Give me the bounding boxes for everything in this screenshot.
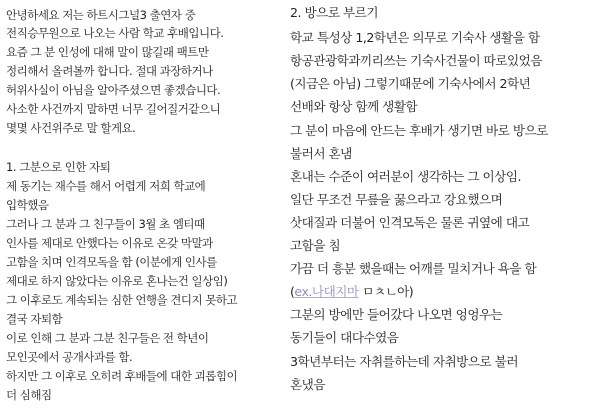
intro-line: 몇몇 사건위주로 말 할게요.: [6, 121, 136, 135]
section-1-line: 그러나 그 분과 그 친구들이 3월 초 엠티때: [6, 217, 205, 231]
example-rest: ㅁㅊㄴ아): [358, 284, 414, 299]
intro-line: 사소한 사건까지 말하면 너무 길어질거같으니: [6, 102, 221, 116]
section-2-line: 3학년부터는 자취를하는데 자취방으로 불러: [290, 354, 519, 369]
section-1-line: 고함을 치며 인격모독을 함 (이분에게 인사를: [6, 255, 217, 269]
section-2-line: 그분의 방에만 들어갔다 나오면 엉엉우는: [290, 307, 503, 322]
section-2-title: 2. 방으로 부르기: [290, 5, 379, 20]
section-2-line: 항공관광학과끼리쓰는 기숙사건물이 따로있었음: [290, 53, 542, 68]
intro-line: 정리해서 올려볼까 합니다. 절대 과장하거나: [6, 64, 213, 78]
section-2-line: 그 분이 마음에 안드는 후배가 생기면 바로 방으로: [290, 123, 548, 138]
section-1-line: 제 동기는 재수를 해서 어렵게 저희 학교에: [6, 179, 206, 193]
section-1-line: 인사를 제대로 안했다는 이유로 온갖 막말과: [6, 236, 213, 250]
section-2-line: 삿대질과 더불어 인격모독은 물론 귀옆에 대고: [290, 215, 530, 230]
section-1-line: 그 이후로도 계속되는 심한 언행을 견디지 못하고: [6, 293, 238, 307]
section-2-line: 혼내는 수준이 여러분이 생각하는 그 이상임.: [290, 169, 521, 184]
section-2-line: 동기들이 대다수였음: [290, 330, 399, 345]
section-2-line: 불러서 혼냄: [290, 146, 352, 161]
section-2-line: 혼냈음: [290, 377, 325, 392]
section-1-line: 모인곳에서 공개사과를 함.: [6, 350, 133, 364]
intro-line: 전직승무원으로 나오는 사람 학교 후배입니다.: [6, 26, 224, 40]
section-2-line: 선배와 항상 함께 생활함: [290, 99, 418, 114]
intro-line: 허위사실이 아님을 알아주셨으면 좋겠습니다.: [6, 83, 221, 97]
example-line: [290, 282, 413, 302]
section-1-line: 하지만 그 이후로 오히려 후배들에 대한 괴롭힘이: [6, 369, 238, 383]
example-highlight: ex.나대지마: [294, 284, 359, 299]
section-1-title: 1. 그분으로 인한 자퇴: [6, 160, 111, 174]
section-2-line: (지금은 아님) 그렇기때문에 기숙사에서 2학년: [290, 76, 531, 91]
section-2-line: 일단 무조건 무릎을 꿇으라고 강요했으며: [290, 192, 503, 207]
intro-line: 안녕하세요 저는 하트시그널3 출연자 중: [6, 8, 196, 22]
section-1-line: 이로 인해 그 분과 그분 친구들은 전 학년이: [6, 331, 209, 345]
section-2-line: 고함을 침: [290, 238, 341, 253]
intro-line: 요즘 그 분 인성에 대해 말이 많길래 팩트만: [6, 45, 209, 59]
section-1-line: 제대로 하지 않았다는 이유로 혼나는건 일상임): [6, 274, 228, 288]
section-1-line: 더 심해짐: [6, 388, 52, 402]
example-open: (: [290, 284, 295, 299]
section-2-line: 학교 특성상 1,2학년은 의무로 기숙사 생활을 함: [290, 30, 540, 45]
section-1-line: 결국 자퇴함: [6, 312, 63, 326]
section-1-line: 입학했음: [6, 198, 49, 212]
section-2-line: 가끔 더 흥분 했을때는 어깨를 밀치거나 욕을 함: [290, 261, 537, 276]
